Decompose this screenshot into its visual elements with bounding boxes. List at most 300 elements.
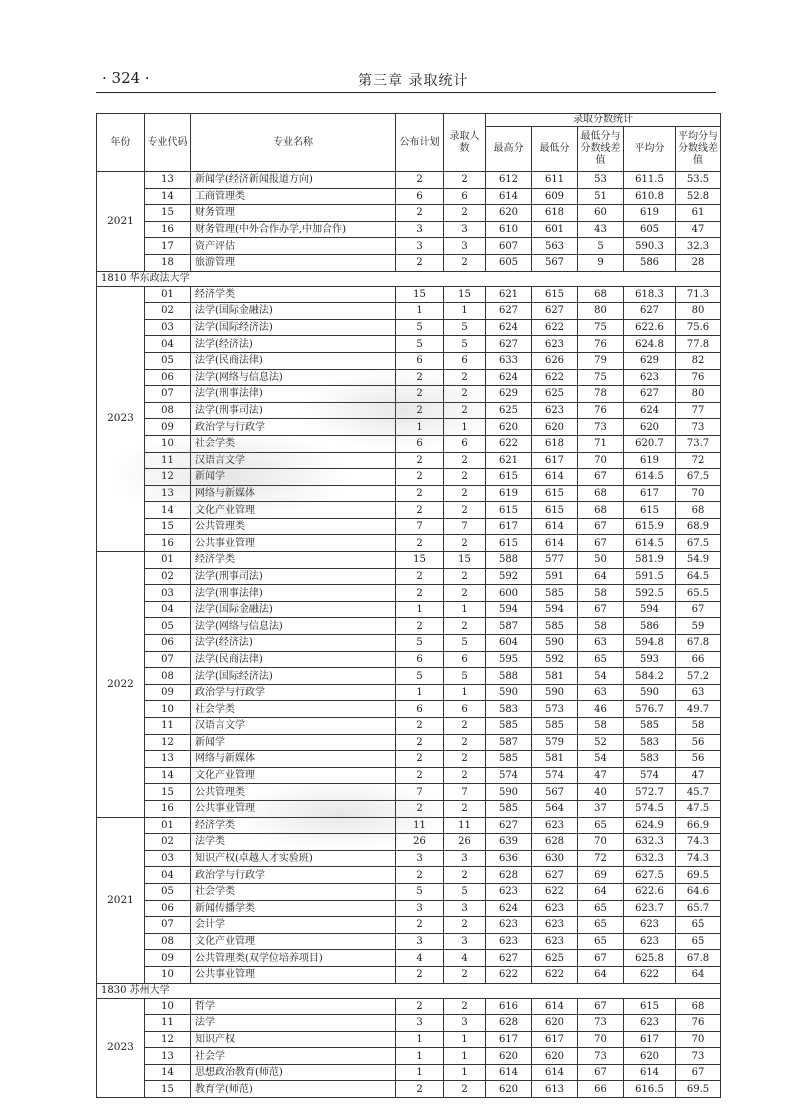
code-cell: 10 bbox=[145, 701, 191, 718]
col-header-year: 年份 bbox=[97, 114, 145, 172]
table-row bbox=[97, 635, 721, 652]
min-diff-cell: 65 bbox=[578, 933, 624, 950]
min-diff-cell: 58 bbox=[578, 585, 624, 602]
max-score-cell: 600 bbox=[486, 585, 532, 602]
major-name-cell: 社会学类 bbox=[191, 435, 396, 452]
min-score-cell: 615 bbox=[532, 286, 578, 303]
plan-cell: 1 bbox=[396, 601, 444, 618]
avg-score-cell: 614.5 bbox=[624, 469, 676, 486]
min-score-cell: 617 bbox=[532, 452, 578, 469]
avg-score-cell: 615.9 bbox=[624, 518, 676, 535]
min-score-cell: 579 bbox=[532, 734, 578, 751]
table-row bbox=[97, 966, 721, 983]
max-score-cell: 590 bbox=[486, 684, 532, 701]
major-name-cell: 知识产权 bbox=[191, 1031, 396, 1048]
major-name-cell: 法学(网络与信息法) bbox=[191, 618, 396, 635]
admitted-cell: 3 bbox=[444, 850, 486, 867]
avg-diff-cell: 64.5 bbox=[676, 568, 721, 585]
max-score-cell: 585 bbox=[486, 718, 532, 735]
plan-cell: 6 bbox=[396, 188, 444, 205]
max-score-cell: 590 bbox=[486, 784, 532, 801]
max-score-cell: 617 bbox=[486, 1031, 532, 1048]
avg-diff-cell: 56 bbox=[676, 751, 721, 768]
admitted-cell: 1 bbox=[444, 1031, 486, 1048]
code-cell: 09 bbox=[145, 684, 191, 701]
table-row bbox=[97, 386, 721, 403]
admitted-cell: 1 bbox=[444, 1048, 486, 1065]
code-cell: 11 bbox=[145, 452, 191, 469]
table-row bbox=[97, 221, 721, 238]
plan-cell: 5 bbox=[396, 883, 444, 900]
table-row bbox=[97, 800, 721, 817]
table-row bbox=[97, 485, 721, 502]
table-row bbox=[97, 402, 721, 419]
col-header-admitted: 录取人数 bbox=[444, 114, 486, 172]
min-score-cell: 626 bbox=[532, 352, 578, 369]
table-row bbox=[97, 900, 721, 917]
max-score-cell: 620 bbox=[486, 205, 532, 222]
table-row bbox=[97, 767, 721, 784]
max-score-cell: 592 bbox=[486, 568, 532, 585]
col-header-avg-diff: 平均分与分数线差值 bbox=[676, 127, 721, 172]
code-cell: 08 bbox=[145, 402, 191, 419]
max-score-cell: 607 bbox=[486, 238, 532, 255]
avg-score-cell: 576.7 bbox=[624, 701, 676, 718]
avg-score-cell: 574 bbox=[624, 767, 676, 784]
code-cell: 01 bbox=[145, 817, 191, 834]
avg-diff-cell: 63 bbox=[676, 684, 721, 701]
code-cell: 07 bbox=[145, 386, 191, 403]
admitted-cell: 2 bbox=[444, 485, 486, 502]
code-cell: 12 bbox=[145, 734, 191, 751]
admitted-cell: 26 bbox=[444, 834, 486, 851]
min-diff-cell: 64 bbox=[578, 883, 624, 900]
plan-cell: 2 bbox=[396, 535, 444, 552]
code-cell: 07 bbox=[145, 651, 191, 668]
min-diff-cell: 54 bbox=[578, 751, 624, 768]
avg-diff-cell: 76 bbox=[676, 1015, 721, 1032]
min-score-cell: 623 bbox=[532, 917, 578, 934]
table-row bbox=[97, 352, 721, 369]
major-name-cell: 法学(国际金融法) bbox=[191, 601, 396, 618]
min-diff-cell: 79 bbox=[578, 352, 624, 369]
max-score-cell: 621 bbox=[486, 286, 532, 303]
avg-score-cell: 616.5 bbox=[624, 1081, 676, 1098]
avg-diff-cell: 32.3 bbox=[676, 238, 721, 255]
table-row bbox=[97, 518, 721, 535]
year-cell: 2021 bbox=[97, 817, 145, 983]
table-row bbox=[97, 718, 721, 735]
table-row bbox=[97, 1015, 721, 1032]
code-cell: 10 bbox=[145, 966, 191, 983]
min-diff-cell: 76 bbox=[578, 336, 624, 353]
avg-score-cell: 590 bbox=[624, 684, 676, 701]
avg-score-cell: 623.7 bbox=[624, 900, 676, 917]
code-cell: 11 bbox=[145, 1015, 191, 1032]
max-score-cell: 624 bbox=[486, 369, 532, 386]
plan-cell: 1 bbox=[396, 1048, 444, 1065]
avg-diff-cell: 80 bbox=[676, 386, 721, 403]
code-cell: 02 bbox=[145, 568, 191, 585]
code-cell: 03 bbox=[145, 850, 191, 867]
major-name-cell: 法学 bbox=[191, 1015, 396, 1032]
avg-diff-cell: 64 bbox=[676, 966, 721, 983]
table-row bbox=[97, 1031, 721, 1048]
min-diff-cell: 78 bbox=[578, 386, 624, 403]
min-diff-cell: 67 bbox=[578, 469, 624, 486]
avg-score-cell: 622 bbox=[624, 966, 676, 983]
min-score-cell: 581 bbox=[532, 751, 578, 768]
plan-cell: 2 bbox=[396, 867, 444, 884]
avg-diff-cell: 57.2 bbox=[676, 668, 721, 685]
admitted-cell: 2 bbox=[444, 751, 486, 768]
admitted-cell: 3 bbox=[444, 900, 486, 917]
code-cell: 05 bbox=[145, 352, 191, 369]
admitted-cell: 2 bbox=[444, 452, 486, 469]
admitted-cell: 2 bbox=[444, 535, 486, 552]
admitted-cell: 1 bbox=[444, 303, 486, 320]
min-score-cell: 623 bbox=[532, 402, 578, 419]
table-row bbox=[97, 303, 721, 320]
table-row bbox=[97, 254, 721, 271]
max-score-cell: 620 bbox=[486, 1081, 532, 1098]
avg-score-cell: 584.2 bbox=[624, 668, 676, 685]
plan-cell: 2 bbox=[396, 1081, 444, 1098]
code-cell: 16 bbox=[145, 535, 191, 552]
avg-diff-cell: 75.6 bbox=[676, 319, 721, 336]
max-score-cell: 628 bbox=[486, 867, 532, 884]
major-name-cell: 法学(民商法律) bbox=[191, 352, 396, 369]
avg-score-cell: 615 bbox=[624, 502, 676, 519]
min-score-cell: 622 bbox=[532, 369, 578, 386]
avg-score-cell: 605 bbox=[624, 221, 676, 238]
min-score-cell: 627 bbox=[532, 303, 578, 320]
plan-cell: 5 bbox=[396, 635, 444, 652]
min-score-cell: 618 bbox=[532, 205, 578, 222]
avg-score-cell: 622.6 bbox=[624, 319, 676, 336]
max-score-cell: 621 bbox=[486, 452, 532, 469]
code-cell: 15 bbox=[145, 784, 191, 801]
avg-diff-cell: 61 bbox=[676, 205, 721, 222]
major-name-cell: 公共管理类(双学位培养项目) bbox=[191, 950, 396, 967]
min-score-cell: 564 bbox=[532, 800, 578, 817]
plan-cell: 2 bbox=[396, 800, 444, 817]
avg-score-cell: 611.5 bbox=[624, 172, 676, 189]
avg-score-cell: 581.9 bbox=[624, 552, 676, 569]
max-score-cell: 636 bbox=[486, 850, 532, 867]
major-name-cell: 新闻学 bbox=[191, 469, 396, 486]
admitted-cell: 1 bbox=[444, 601, 486, 618]
admitted-cell: 2 bbox=[444, 767, 486, 784]
avg-diff-cell: 68.9 bbox=[676, 518, 721, 535]
code-cell: 02 bbox=[145, 834, 191, 851]
code-cell: 13 bbox=[145, 485, 191, 502]
min-score-cell: 614 bbox=[532, 1064, 578, 1081]
max-score-cell: 625 bbox=[486, 402, 532, 419]
plan-cell: 2 bbox=[396, 718, 444, 735]
avg-diff-cell: 47 bbox=[676, 767, 721, 784]
avg-diff-cell: 77 bbox=[676, 402, 721, 419]
code-cell: 11 bbox=[145, 718, 191, 735]
min-score-cell: 622 bbox=[532, 966, 578, 983]
min-score-cell: 620 bbox=[532, 1048, 578, 1065]
admitted-cell: 2 bbox=[444, 998, 486, 1015]
plan-cell: 2 bbox=[396, 917, 444, 934]
min-diff-cell: 73 bbox=[578, 1015, 624, 1032]
min-score-cell: 581 bbox=[532, 668, 578, 685]
major-name-cell: 文化产业管理 bbox=[191, 502, 396, 519]
min-diff-cell: 64 bbox=[578, 966, 624, 983]
table-row bbox=[97, 286, 721, 303]
major-name-cell: 法学类 bbox=[191, 834, 396, 851]
table-row bbox=[97, 552, 721, 569]
code-cell: 15 bbox=[145, 518, 191, 535]
admitted-cell: 2 bbox=[444, 618, 486, 635]
table-row bbox=[97, 834, 721, 851]
table-row bbox=[97, 568, 721, 585]
major-name-cell: 网络与新媒体 bbox=[191, 751, 396, 768]
admitted-cell: 5 bbox=[444, 883, 486, 900]
admitted-cell: 5 bbox=[444, 635, 486, 652]
table-row bbox=[97, 933, 721, 950]
table-row bbox=[97, 172, 721, 189]
min-diff-cell: 58 bbox=[578, 618, 624, 635]
admitted-cell: 7 bbox=[444, 784, 486, 801]
table-row bbox=[97, 751, 721, 768]
max-score-cell: 633 bbox=[486, 352, 532, 369]
plan-cell: 3 bbox=[396, 221, 444, 238]
major-name-cell: 会计学 bbox=[191, 917, 396, 934]
min-diff-cell: 68 bbox=[578, 502, 624, 519]
min-score-cell: 628 bbox=[532, 834, 578, 851]
min-diff-cell: 67 bbox=[578, 950, 624, 967]
avg-diff-cell: 59 bbox=[676, 618, 721, 635]
major-name-cell: 法学(经济法) bbox=[191, 336, 396, 353]
min-score-cell: 625 bbox=[532, 386, 578, 403]
table-row bbox=[97, 917, 721, 934]
avg-diff-cell: 53.5 bbox=[676, 172, 721, 189]
admitted-cell: 4 bbox=[444, 950, 486, 967]
table-body bbox=[97, 172, 721, 1098]
admitted-cell: 2 bbox=[444, 254, 486, 271]
max-score-cell: 585 bbox=[486, 800, 532, 817]
min-diff-cell: 37 bbox=[578, 800, 624, 817]
admitted-cell: 15 bbox=[444, 552, 486, 569]
major-name-cell: 文化产业管理 bbox=[191, 933, 396, 950]
max-score-cell: 587 bbox=[486, 618, 532, 635]
plan-cell: 6 bbox=[396, 352, 444, 369]
min-score-cell: 592 bbox=[532, 651, 578, 668]
min-score-cell: 577 bbox=[532, 552, 578, 569]
avg-diff-cell: 73.7 bbox=[676, 435, 721, 452]
code-cell: 09 bbox=[145, 419, 191, 436]
avg-score-cell: 574.5 bbox=[624, 800, 676, 817]
major-name-cell: 汉语言文学 bbox=[191, 452, 396, 469]
table-row bbox=[97, 651, 721, 668]
plan-cell: 7 bbox=[396, 518, 444, 535]
admitted-cell: 5 bbox=[444, 319, 486, 336]
col-header-min-diff: 最低分与分数线差值 bbox=[578, 127, 624, 172]
code-cell: 12 bbox=[145, 469, 191, 486]
max-score-cell: 588 bbox=[486, 552, 532, 569]
admission-table bbox=[96, 113, 721, 1098]
avg-score-cell: 610.8 bbox=[624, 188, 676, 205]
code-cell: 04 bbox=[145, 867, 191, 884]
avg-score-cell: 619 bbox=[624, 205, 676, 222]
min-diff-cell: 9 bbox=[578, 254, 624, 271]
avg-diff-cell: 56 bbox=[676, 734, 721, 751]
table-row bbox=[97, 883, 721, 900]
table-row bbox=[97, 601, 721, 618]
table-row bbox=[97, 950, 721, 967]
avg-diff-cell: 71.3 bbox=[676, 286, 721, 303]
plan-cell: 2 bbox=[396, 386, 444, 403]
table-row bbox=[97, 502, 721, 519]
admitted-cell: 2 bbox=[444, 172, 486, 189]
min-diff-cell: 75 bbox=[578, 369, 624, 386]
avg-diff-cell: 72 bbox=[676, 452, 721, 469]
code-cell: 10 bbox=[145, 998, 191, 1015]
table-row bbox=[97, 684, 721, 701]
admitted-cell: 6 bbox=[444, 352, 486, 369]
admitted-cell: 11 bbox=[444, 817, 486, 834]
min-score-cell: 609 bbox=[532, 188, 578, 205]
plan-cell: 2 bbox=[396, 469, 444, 486]
plan-cell: 1 bbox=[396, 303, 444, 320]
min-diff-cell: 76 bbox=[578, 402, 624, 419]
major-name-cell: 政治学与行政学 bbox=[191, 684, 396, 701]
avg-diff-cell: 65.5 bbox=[676, 585, 721, 602]
major-name-cell: 法学(刑事司法) bbox=[191, 402, 396, 419]
min-score-cell: 622 bbox=[532, 883, 578, 900]
avg-diff-cell: 66 bbox=[676, 651, 721, 668]
max-score-cell: 588 bbox=[486, 668, 532, 685]
avg-score-cell: 623 bbox=[624, 369, 676, 386]
avg-score-cell: 586 bbox=[624, 254, 676, 271]
avg-score-cell: 572.7 bbox=[624, 784, 676, 801]
min-diff-cell: 60 bbox=[578, 205, 624, 222]
max-score-cell: 624 bbox=[486, 900, 532, 917]
avg-diff-cell: 76 bbox=[676, 369, 721, 386]
avg-diff-cell: 65 bbox=[676, 917, 721, 934]
major-name-cell: 法学(网络与信息法) bbox=[191, 369, 396, 386]
table-row bbox=[97, 701, 721, 718]
plan-cell: 2 bbox=[396, 751, 444, 768]
min-diff-cell: 65 bbox=[578, 817, 624, 834]
plan-cell: 1 bbox=[396, 1064, 444, 1081]
col-header-stats-group: 录取分数统计 bbox=[486, 114, 721, 127]
col-header-avg: 平均分 bbox=[624, 127, 676, 172]
university-row bbox=[97, 983, 721, 998]
major-name-cell: 公共事业管理 bbox=[191, 535, 396, 552]
major-name-cell: 社会学 bbox=[191, 1048, 396, 1065]
plan-cell: 2 bbox=[396, 966, 444, 983]
major-name-cell: 法学(刑事法律) bbox=[191, 386, 396, 403]
max-score-cell: 610 bbox=[486, 221, 532, 238]
min-score-cell: 618 bbox=[532, 435, 578, 452]
max-score-cell: 574 bbox=[486, 767, 532, 784]
avg-score-cell: 623 bbox=[624, 1015, 676, 1032]
page-number: · 324 · bbox=[102, 69, 150, 87]
code-cell: 10 bbox=[145, 435, 191, 452]
max-score-cell: 585 bbox=[486, 751, 532, 768]
admitted-cell: 2 bbox=[444, 502, 486, 519]
plan-cell: 11 bbox=[396, 817, 444, 834]
max-score-cell: 627 bbox=[486, 336, 532, 353]
admitted-cell: 2 bbox=[444, 966, 486, 983]
major-name-cell: 法学(民商法律) bbox=[191, 651, 396, 668]
code-cell: 01 bbox=[145, 286, 191, 303]
min-diff-cell: 70 bbox=[578, 834, 624, 851]
avg-diff-cell: 67.8 bbox=[676, 950, 721, 967]
avg-diff-cell: 80 bbox=[676, 303, 721, 320]
max-score-cell: 623 bbox=[486, 933, 532, 950]
min-diff-cell: 5 bbox=[578, 238, 624, 255]
table-row bbox=[97, 998, 721, 1015]
code-cell: 18 bbox=[145, 254, 191, 271]
min-diff-cell: 51 bbox=[578, 188, 624, 205]
plan-cell: 2 bbox=[396, 585, 444, 602]
avg-score-cell: 583 bbox=[624, 751, 676, 768]
admitted-cell: 2 bbox=[444, 917, 486, 934]
min-score-cell: 567 bbox=[532, 784, 578, 801]
table-row bbox=[97, 668, 721, 685]
admitted-cell: 6 bbox=[444, 188, 486, 205]
min-diff-cell: 71 bbox=[578, 435, 624, 452]
min-score-cell: 620 bbox=[532, 1015, 578, 1032]
max-score-cell: 615 bbox=[486, 535, 532, 552]
admitted-cell: 1 bbox=[444, 684, 486, 701]
avg-score-cell: 632.3 bbox=[624, 850, 676, 867]
admitted-cell: 3 bbox=[444, 221, 486, 238]
min-score-cell: 591 bbox=[532, 568, 578, 585]
avg-diff-cell: 69.5 bbox=[676, 1081, 721, 1098]
major-name-cell: 法学(国际经济法) bbox=[191, 319, 396, 336]
avg-score-cell: 593 bbox=[624, 651, 676, 668]
min-score-cell: 574 bbox=[532, 767, 578, 784]
max-score-cell: 615 bbox=[486, 469, 532, 486]
min-score-cell: 611 bbox=[532, 172, 578, 189]
min-diff-cell: 75 bbox=[578, 319, 624, 336]
code-cell: 05 bbox=[145, 618, 191, 635]
major-name-cell: 法学(国际经济法) bbox=[191, 668, 396, 685]
max-score-cell: 614 bbox=[486, 1064, 532, 1081]
min-diff-cell: 65 bbox=[578, 917, 624, 934]
avg-score-cell: 594.8 bbox=[624, 635, 676, 652]
code-cell: 14 bbox=[145, 1064, 191, 1081]
max-score-cell: 622 bbox=[486, 966, 532, 983]
avg-diff-cell: 54.9 bbox=[676, 552, 721, 569]
admitted-cell: 2 bbox=[444, 369, 486, 386]
major-name-cell: 新闻学 bbox=[191, 734, 396, 751]
code-cell: 06 bbox=[145, 369, 191, 386]
plan-cell: 3 bbox=[396, 238, 444, 255]
col-header-plan: 公布计划 bbox=[396, 114, 444, 172]
major-name-cell: 工商管理类 bbox=[191, 188, 396, 205]
avg-score-cell: 623 bbox=[624, 917, 676, 934]
code-cell: 09 bbox=[145, 950, 191, 967]
avg-diff-cell: 64.6 bbox=[676, 883, 721, 900]
admitted-cell: 2 bbox=[444, 867, 486, 884]
avg-diff-cell: 82 bbox=[676, 352, 721, 369]
min-score-cell: 625 bbox=[532, 950, 578, 967]
max-score-cell: 615 bbox=[486, 502, 532, 519]
table-row bbox=[97, 205, 721, 222]
min-score-cell: 623 bbox=[532, 817, 578, 834]
min-diff-cell: 67 bbox=[578, 998, 624, 1015]
plan-cell: 3 bbox=[396, 933, 444, 950]
avg-score-cell: 617 bbox=[624, 1031, 676, 1048]
